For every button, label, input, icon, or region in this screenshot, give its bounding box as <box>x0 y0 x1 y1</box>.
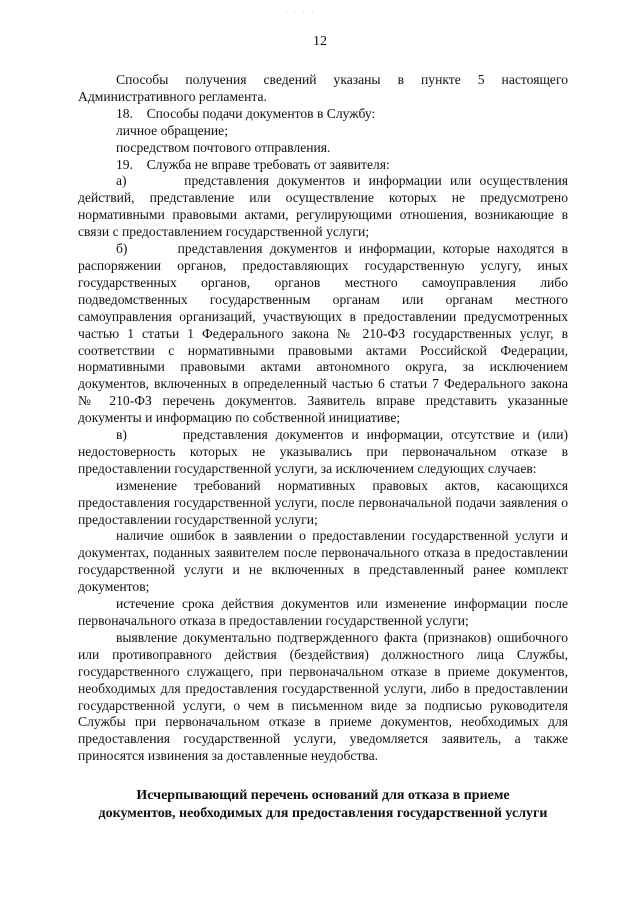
paragraph-18: 18. Способы подачи документов в Службу: <box>116 105 376 121</box>
paragraph-19a: а) представления документов и информации или осуществления действий, представление или осуществление которых не предусмотрено нормативными правовыми актами, регулирующими отношения, возникающие в связи с предоставлением государственной услуги; <box>78 173 568 240</box>
heading-line-2: документов, необходимых для предоставления государственной услуги <box>98 806 548 821</box>
paragraph-info-methods: Способы получения сведений указаны в пункте 5 настоящего Административного регламента. <box>78 72 568 104</box>
heading-line-1: Исчерпывающий перечень оснований для отказа в приеме <box>136 788 510 803</box>
paragraph-case-1: изменение требований нормативных правовых актов, касающихся предоставления государственной услуги, после первоначальной подачи заявления о предоставлении государственной услуги; <box>78 477 568 527</box>
paragraph-19b: б) представления документов и информации, которые находятся в распоряжении органов, предоставляющих государственную услугу, иных государственных органов, органов местного самоуправления либо подведомственных государственным органам или органам местного самоуправления организаций, участвующих в предоставлении предусмотренных частью 1 статьи 1 Федерального закона № 210-ФЗ государственных услуг, в соответствии с нормативными правовыми актами Российской Федерации, нормативными правовыми актами автономного округа, за исключением документов, включенных в определенный частью 6 статьи 7 Федерального закона № 210-ФЗ перечень документов. Заявитель вправе представить указанные документы и информацию по собственной инициативе; <box>78 241 568 426</box>
paragraph-19: 19. Служба не вправе требовать от заявителя: <box>116 156 390 172</box>
paragraph-case-4: выявление документально подтвержденного факта (признаков) ошибочного или противоправного действия (бездействия) должностного лица Службы, государственного служащего, при первоначальном отказе в приеме документов, необходимых для предоставления государственной услуги, либо в предоставлении государственной услуги, о чем в письменном виде за подписью руководителя Службы при первоначальном отказе в приеме документов, необходимых для предоставления государственной услуги, уведомляется заявитель, а также приносятся извинения за доставленные неудобства. <box>78 629 568 764</box>
page-number: 12 <box>313 34 327 49</box>
paragraph-case-3: истечение срока действия документов или изменение информации после первоначального отказа в предоставлении государственной услуги; <box>78 596 568 628</box>
paragraph-personal: личное обращение; <box>116 122 228 138</box>
paragraph-19v: в) представления документов и информации, отсутствие и (или) недостоверность которых не указывались при первоначальном отказе в предоставлении государственной услуги, за исключением следующих случаев: <box>78 427 568 476</box>
scan-artifact: · · · · <box>285 8 316 17</box>
paragraph-postal: посредством почтового отправления. <box>116 139 331 155</box>
paragraph-case-2: наличие ошибок в заявлении о предоставлении государственной услуги и документах, поданных заявителем после первоначального отказа в предоставлении государственной услуги и не включенных в представленный ранее комплект документов; <box>78 528 568 595</box>
section-heading <box>78 787 568 823</box>
body-text <box>78 72 568 765</box>
